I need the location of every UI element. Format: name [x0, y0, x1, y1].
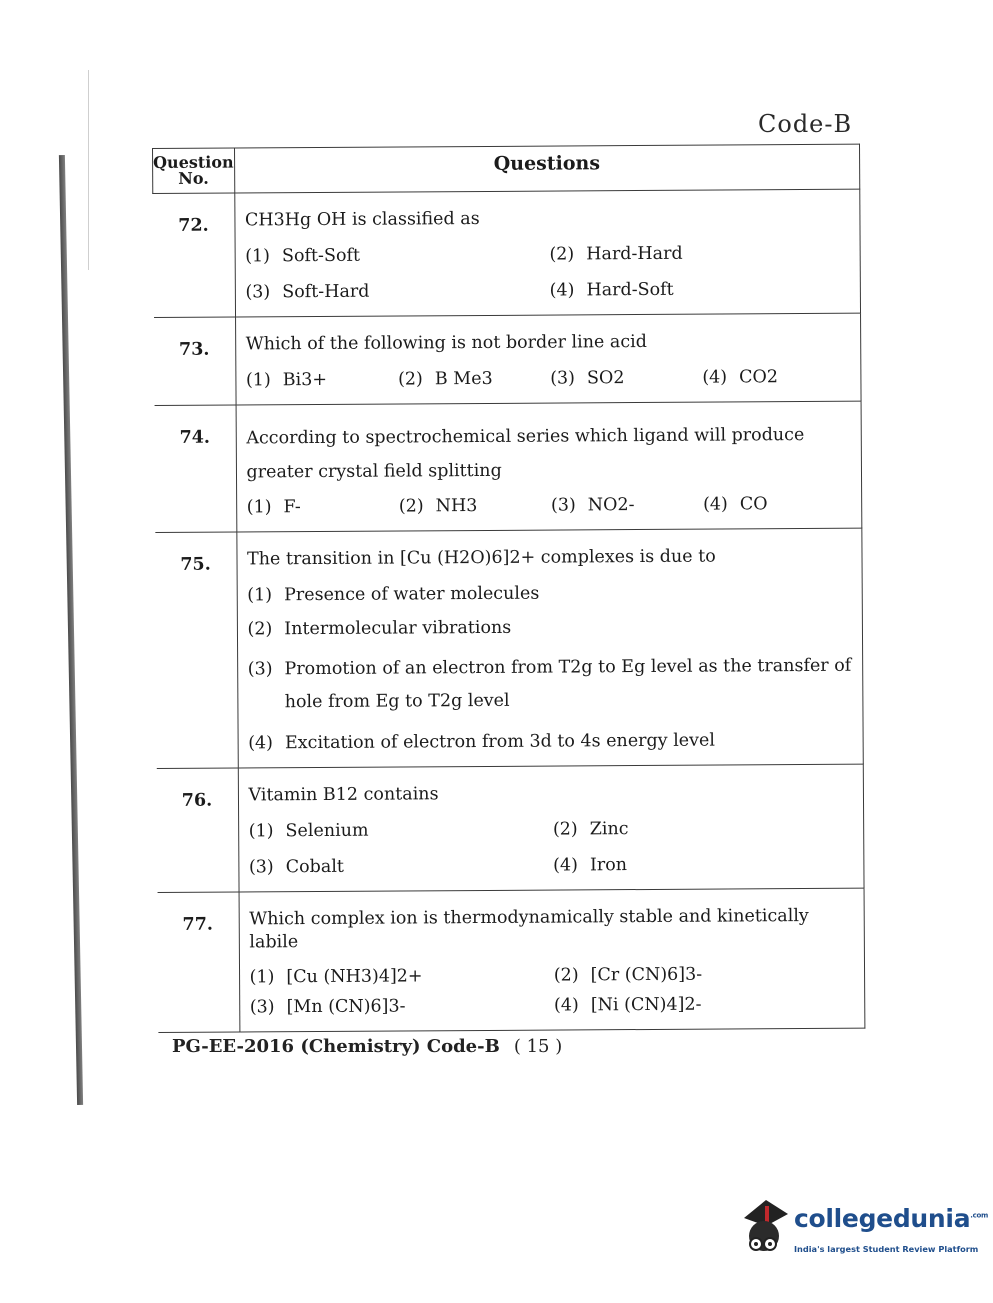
question-stem: Which complex ion is thermodynamically stable and kinetically labile — [249, 905, 809, 952]
option-2 — [553, 817, 857, 839]
option-1 — [246, 369, 398, 390]
question-number: 73. — [154, 317, 236, 405]
option-number: (1) — [249, 967, 275, 988]
option-number: (4) — [553, 855, 579, 876]
option-number: (1) — [246, 497, 272, 518]
options-list — [247, 581, 856, 753]
options-grid — [249, 817, 858, 877]
question-number: 74. — [154, 404, 236, 532]
option-number: (4) — [553, 995, 579, 1016]
option-number: (1) — [245, 246, 271, 267]
option-2 — [247, 615, 856, 639]
option-text: Cobalt — [285, 856, 344, 877]
option-number: (1) — [248, 821, 274, 842]
option-text: [Mn (CN)6]3- — [286, 996, 406, 1018]
mascot-icon — [736, 1196, 792, 1260]
question-stem: The transition in [Cu (H2O)6]2+ complexes is due to — [246, 546, 716, 570]
option-number: (3) — [248, 857, 274, 878]
question-stem: According to spectrochemical series which ligand will produce greater crystal field splitting — [246, 424, 805, 483]
question-table — [152, 144, 865, 1034]
scan-edge-shadow — [59, 155, 83, 1105]
question-number: 72. — [153, 193, 235, 317]
question-row-72 — [153, 189, 861, 317]
question-stem — [245, 206, 854, 232]
option-text: Bi3+ — [282, 369, 328, 390]
option-4 — [554, 994, 858, 1016]
option-text: NH3 — [435, 495, 478, 517]
option-text: NO2- — [587, 494, 635, 516]
option-number: (4) — [702, 366, 728, 388]
option-3 — [249, 855, 553, 877]
option-text: Soft-Soft — [281, 245, 361, 266]
option-4 — [248, 730, 857, 754]
option-1 — [245, 244, 549, 266]
option-text: Selenium — [285, 820, 369, 841]
option-text: Excitation of electron from 3d to 4s energy level — [284, 730, 716, 754]
options-grid — [245, 242, 854, 302]
options-grid — [250, 964, 859, 1018]
option-3 — [245, 280, 549, 302]
question-body — [235, 313, 861, 405]
question-row-77 — [157, 888, 865, 1033]
option-text: Presence of water molecules — [283, 583, 540, 605]
question-number: 75. — [155, 532, 238, 769]
question-row-76 — [156, 764, 864, 892]
page-number: ( 15 ) — [513, 1036, 563, 1057]
question-number: 76. — [156, 768, 238, 892]
table-header-row — [153, 144, 860, 193]
option-number: (1) — [247, 584, 273, 605]
option-text: [Cu (NH3)4]2+ — [286, 966, 423, 988]
option-4 — [553, 853, 857, 875]
option-2 — [549, 242, 853, 264]
collegedunia-logo[interactable] — [736, 1196, 988, 1260]
option-3 — [551, 494, 703, 515]
option-text: Hard-Soft — [586, 279, 674, 301]
scan-edge-line — [88, 70, 89, 270]
option-text: Hard-Hard — [586, 243, 683, 265]
option-number: (3) — [247, 658, 273, 679]
option-text: SO2 — [586, 367, 625, 388]
option-1 — [247, 581, 856, 605]
question-stem: Which of the following is not border line acid — [245, 331, 647, 355]
question-sheet — [152, 144, 865, 1034]
option-text: F- — [283, 496, 301, 517]
option-2 — [554, 964, 858, 986]
option-number: (2) — [398, 496, 424, 517]
option-number: (3) — [550, 367, 576, 389]
logo-tagline: India's largest Student Review Platform — [794, 1244, 979, 1254]
option-number: (2) — [247, 618, 273, 639]
option-text: CO — [739, 493, 768, 515]
option-text: Zinc — [589, 818, 629, 840]
option-number: (2) — [553, 965, 579, 986]
option-number: (4) — [549, 280, 575, 301]
option-text: Intermolecular vibrations — [284, 617, 512, 639]
question-row-74 — [154, 401, 862, 533]
paper-code: Code-B — [758, 110, 853, 138]
question-row-73 — [154, 313, 862, 405]
option-text: Soft-Hard — [282, 281, 370, 302]
stem-text: CH3Hg OH is classified as — [244, 208, 480, 231]
question-body — [238, 764, 864, 892]
option-number: (2) — [552, 819, 578, 840]
option-1 — [247, 496, 399, 517]
option-text: B Me3 — [434, 368, 493, 389]
option-number: (1) — [245, 369, 271, 390]
option-number: (4) — [248, 733, 274, 754]
option-2 — [399, 495, 551, 516]
options-row — [247, 493, 856, 517]
option-4 — [702, 366, 854, 387]
option-2 — [398, 368, 550, 389]
logo-name-text: collegedunia — [794, 1204, 971, 1233]
option-text: CO2 — [739, 366, 779, 387]
option-3 — [250, 996, 554, 1018]
option-number: (4) — [703, 494, 728, 515]
option-number: (2) — [549, 244, 575, 265]
logo-wordmark — [794, 1204, 988, 1233]
question-no-header: Question No. — [153, 148, 235, 193]
options-row — [246, 366, 855, 390]
option-number: (2) — [397, 368, 423, 390]
page-footer — [172, 1036, 562, 1057]
logo-domain: .com — [970, 1211, 988, 1220]
question-body — [236, 401, 862, 532]
option-1 — [249, 819, 553, 841]
question-stem: Vitamin B12 contains — [248, 784, 439, 806]
footer-title: PG-EE-2016 (Chemistry) Code-B — [172, 1036, 500, 1057]
question-body — [236, 528, 863, 768]
option-1 — [250, 966, 554, 988]
option-4 — [703, 493, 855, 514]
question-number: 77. — [157, 892, 239, 1033]
question-row-75 — [155, 528, 863, 769]
option-text: [Ni (CN)4]2- — [590, 994, 702, 1016]
option-text: [Cr (CN)6]3- — [590, 964, 703, 986]
option-text: Iron — [589, 854, 628, 876]
option-number: (3) — [245, 282, 271, 303]
option-3 — [550, 367, 702, 388]
question-body — [234, 189, 860, 317]
option-number: (3) — [550, 495, 576, 516]
option-text: Promotion of an electron from T2g to Eg level as the transfer of hole from Eg to T2g level — [284, 655, 852, 712]
option-4 — [550, 278, 854, 300]
questions-header: Questions — [234, 144, 860, 193]
option-number: (3) — [249, 997, 275, 1018]
option-3 — [248, 649, 857, 719]
question-body — [239, 888, 865, 1032]
